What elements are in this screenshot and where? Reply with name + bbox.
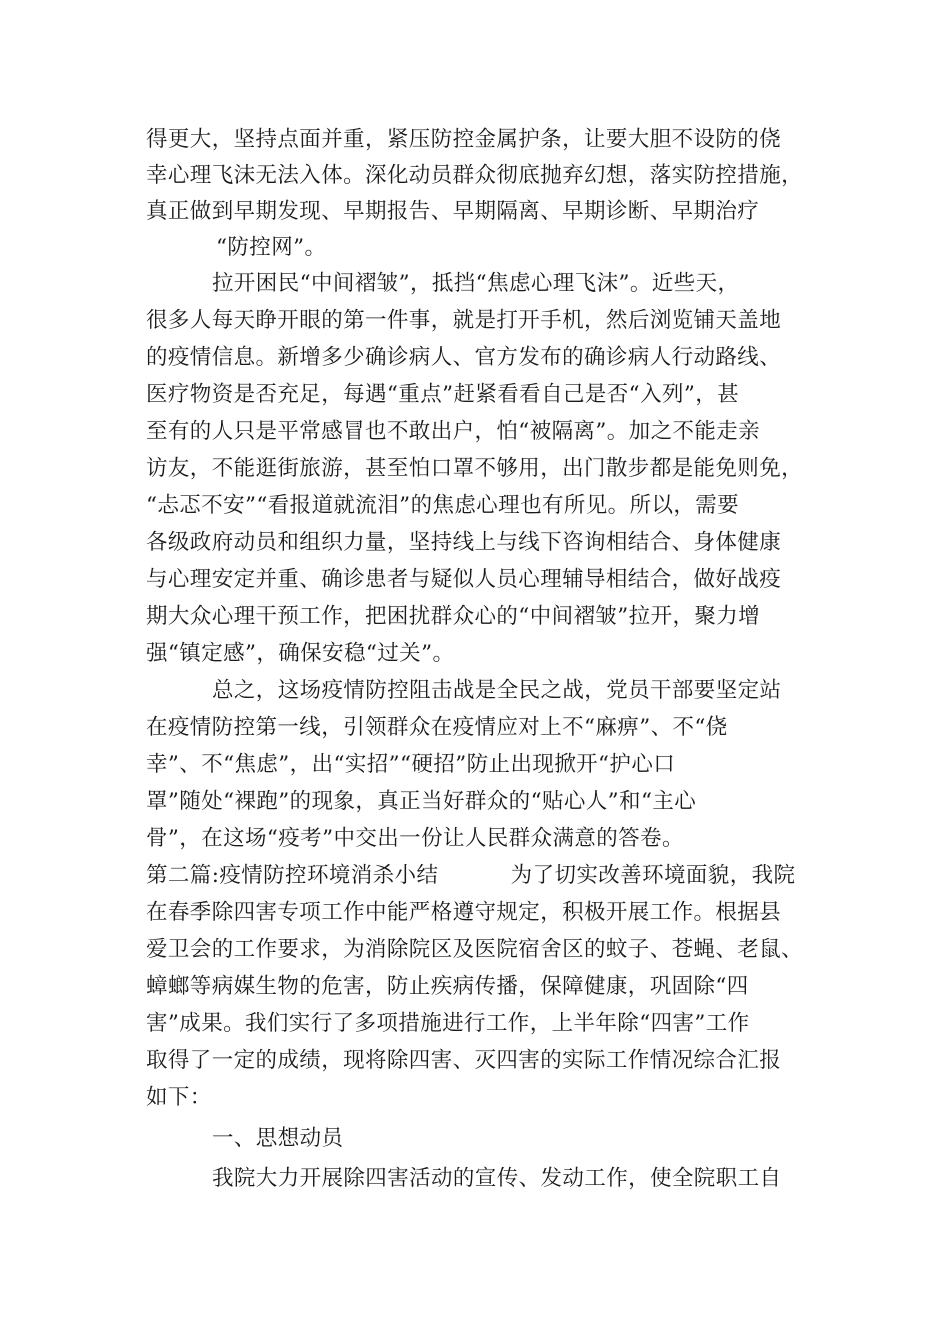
subheading-line: 一、思想动员	[212, 1126, 344, 1151]
text-line: 骨”，在这场“疫考”中交出一份让人民群众满意的答卷。	[146, 826, 684, 851]
text-line: 蟑螂等病媒生物的危害，防止疾病传播，保障健康，巩固除“四	[146, 974, 749, 999]
text-line: 爱卫会的工作要求，为消除院区及医院宿舍区的蚊子、苍蝇、老鼠、	[146, 937, 804, 962]
text-line: 真正做到早期发现、早期报告、早期隔离、早期诊断、早期治疗	[146, 199, 760, 224]
section-heading-line: 第二篇:疫情防控环境消杀小结 为了切实改善环境面貌，我院	[146, 863, 796, 888]
text-line: 访友，不能逛街旅游，甚至怕口罩不够用，出门散步都是能免则免，	[146, 456, 804, 481]
text-line: 幸心理飞沫无法入体。深化动员群众彻底抛弃幻想，落实防控措施，	[146, 163, 804, 188]
text-line: 罩”随处“裸跑”的现象，真正当好群众的“贴心人”和“主心	[146, 789, 697, 814]
text-line: 在疫情防控第一线，引领群众在疫情应对上不“麻痹”、不“侥	[146, 715, 728, 740]
paragraph-first-line: 拉开困民“中间褶皱”，抵挡“焦虑心理飞沫”。近些天，	[212, 271, 740, 296]
text-line: 取得了一定的成绩，现将除四害、灭四害的实际工作情况综合汇报	[146, 1048, 782, 1073]
text-line: 期大众心理干预工作，把困扰群众心的“中间褶皱”拉开，聚力增	[146, 604, 761, 629]
text-line: 各级政府动员和组织力量，坚持线上与线下咨询相结合、身体健康	[146, 530, 782, 555]
text-line: “忐忑不安”“看报道就流泪”的焦虑心理也有所见。所以，需要	[146, 493, 740, 518]
text-line: “防控网”。	[216, 235, 327, 260]
text-line: 害”成果。我们实行了多项措施进行工作，上半年除“四害”工作	[146, 1011, 750, 1036]
paragraph-first-line: 总之，这场疫情防控阻击战是全民之战，党员干部要坚定站	[212, 678, 782, 703]
text-line: 与心理安定并重、确诊患者与疑似人员心理辅导相结合，做好战疫	[146, 567, 782, 592]
text-line: 至有的人只是平常感冒也不敢出户，怕“被隔离”。加之不能走亲	[146, 419, 761, 444]
text-line: 在春季除四害专项工作中能严格遵守规定，积极开展工作。根据县	[146, 900, 782, 925]
text-line: 很多人每天睁开眼的第一件事，就是打开手机，然后浏览铺天盖地	[146, 308, 782, 333]
text-line: 的疫情信息。新增多少确诊病人、官方发布的确诊病人行动路线、	[146, 345, 782, 370]
text-line: 医疗物资是否充足，每遇“重点”赶紧看看自己是否“入列”，甚	[146, 382, 740, 407]
text-line: 如下：	[146, 1085, 212, 1110]
paragraph-first-line: 我院大力开展除四害活动的宣传、发动工作，使全院职工自	[212, 1166, 782, 1191]
text-line: 强“镇定感”，确保安稳“过关”。	[146, 641, 455, 666]
text-line: 幸”、不“焦虑”，出“实招”“硬招”防止出现掀开“护心口	[146, 752, 676, 777]
text-line: 得更大，坚持点面并重，紧压防控金属护条，让要大胆不设防的侥	[146, 127, 782, 152]
